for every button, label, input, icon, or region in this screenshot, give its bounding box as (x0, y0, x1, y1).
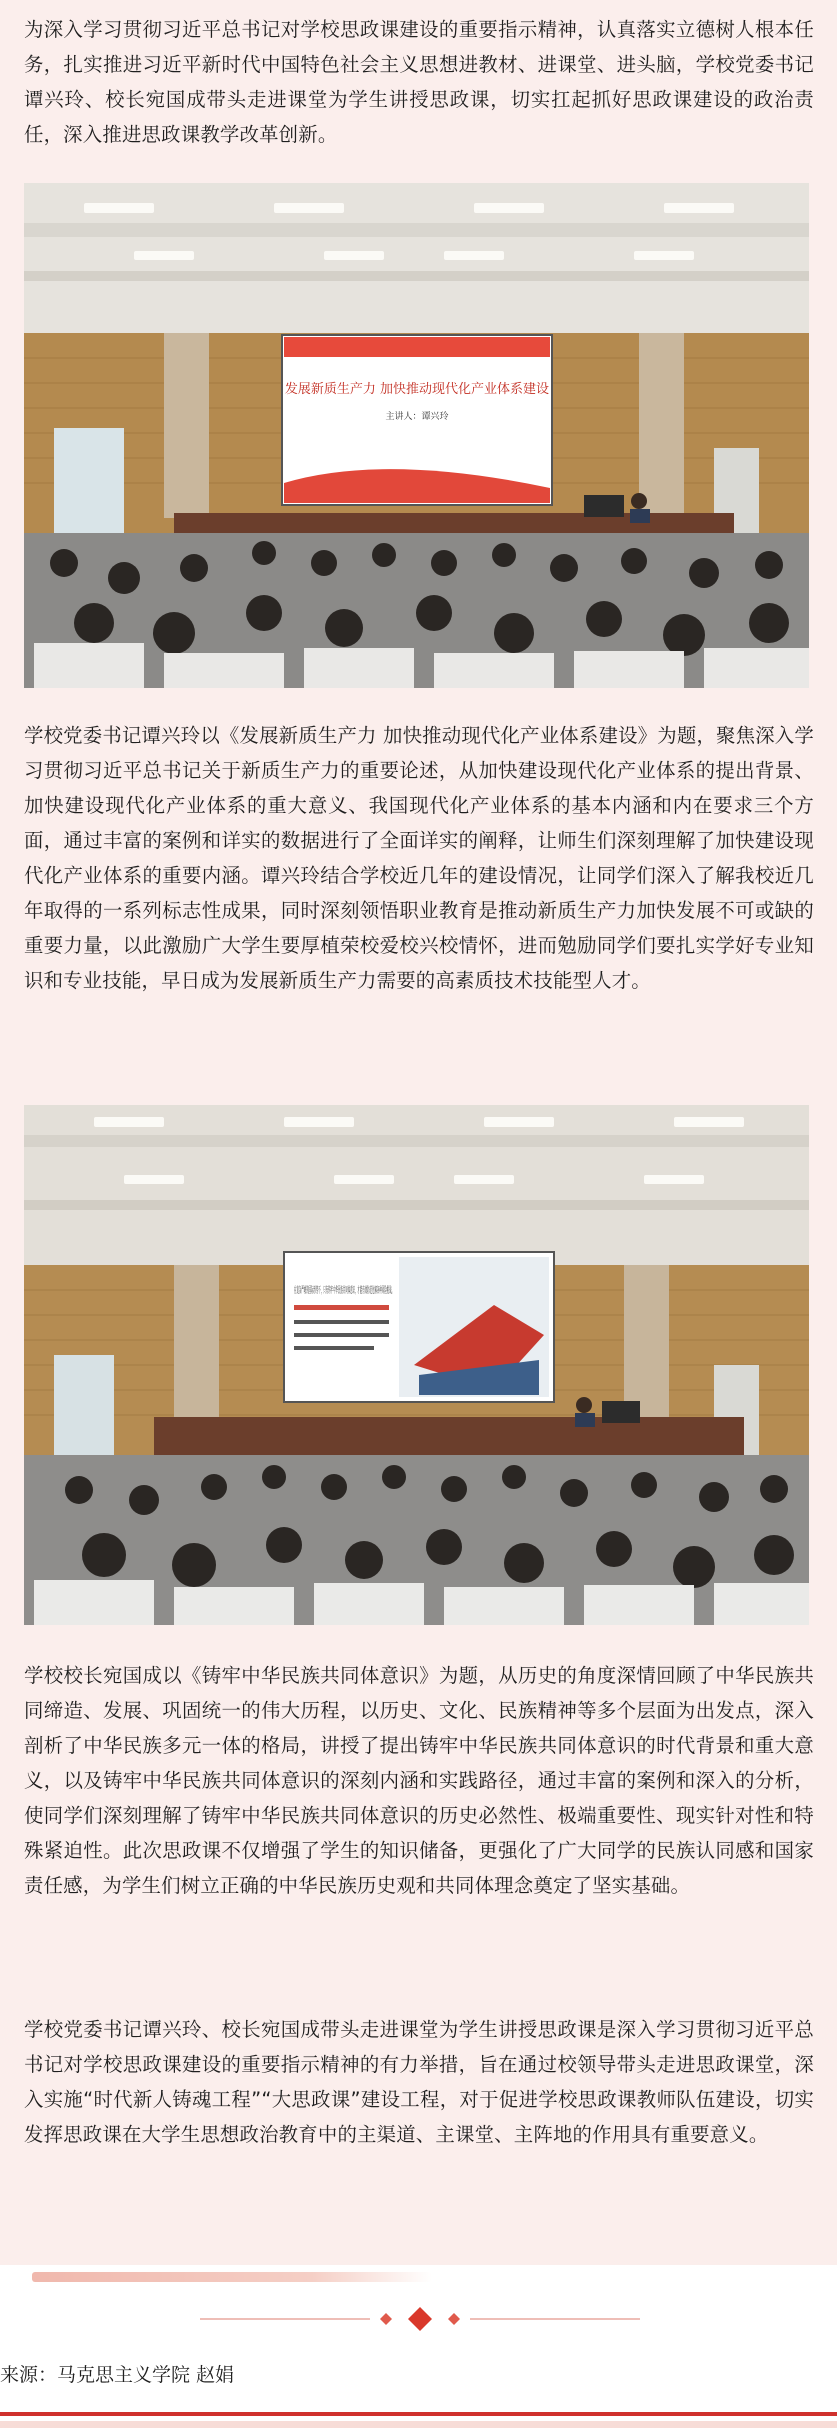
closing-paragraph: 学校党委书记谭兴玲、校长宛国成带头走进课堂为学生讲授思政课是深入学习贯彻习近平总书记对学校思政课建设的重要指示精神的有力举措，旨在通过校领导带头走进思政课堂，深入实施“时代新人铸魂工程”“大思政课”建设工程，对于促进学校思政课教师队伍建设，切实发挥思政课在大学生思想政治教育中的主渠道、主课堂、主阵地的作用具有重要意义。 (24, 2018, 814, 2146)
intro-paragraph: 为深入学习贯彻习近平总书记对学校思政课建设的重要指示精神，认真落实立德树人根本任务，扎实推进习近平新时代中国特色社会主义思想进教材、进课堂、进头脑，学校党委书记谭兴玲、校长宛国成带头走进课堂为学生讲授思政课，切实扛起抓好思政课建设的政治责任，深入推进思政课教学改革创新。 (24, 18, 814, 146)
slide-speaker: 主讲人：谭兴玲 (385, 412, 449, 422)
footer-red-rule (0, 2412, 837, 2416)
source-credit: 来源：马克思主义学院 赵娟 (0, 2364, 235, 2386)
footer-accent-bar (32, 2272, 432, 2282)
diamond-divider-icon (200, 2307, 640, 2331)
paragraph-tan-xingling-lecture: 学校党委书记谭兴玲以《发展新质生产力 加快推动现代化产业体系建设》为题，聚焦深入学习贯彻习近平总书记关于新质生产力的重要论述，从加快建设现代化产业体系的提出背景、加快建设现代化产业体系的重大意义、我国现代化产业体系的基本内涵和内在要求三个方面，通过丰富的案例和详实的数据进行了全面详实的阐释，让师生们深刻理解了加快建设现代化产业体系的重要内涵。谭兴玲结合学校近几年的建设情况，让同学们深入了解我校近几年取得的一系列标志性成果，同时深刻领悟职业教育是推动新质生产力加快发展不可或缺的重要力量，以此激励广大学生要厚植荣校爱校兴校情怀，进而勉励同学们要扎实学好专业知识和专业技能，早日成为发展新质生产力需要的高素质技术技能型人才。 (24, 724, 814, 992)
lecture-photo-2 (24, 1105, 809, 1625)
slide-left-text (294, 1284, 394, 1296)
lecture-photo-1 (24, 183, 809, 688)
paragraph-wan-guocheng-lecture: 学校校长宛国成以《铸牢中华民族共同体意识》为题，从历史的角度深情回顾了中华民族共同缔造、发展、巩固统一的伟大历程，以历史、文化、民族精神等多个层面为出发点，深入剖析了中华民族多元一体的格局，讲授了提出铸牢中华民族共同体意识的时代背景和重大意义，以及铸牢中华民族共同体意识的深刻内涵和实践路径，通过丰富的案例和深入的分析，使同学们深刻理解了铸牢中华民族共同体意识的历史必然性、极端重要性、现实针对性和特殊紧迫性。此次思政课不仅增强了学生的知识储备，更强化了广大同学的民族认同感和国家责任感，为学生们树立正确的中华民族历史观和共同体理念奠定了坚实基础。 (24, 1664, 814, 1897)
slide-title: 发展新质生产力 加快推动现代化产业体系建设 (284, 382, 550, 397)
footer-pink-rule (0, 2421, 837, 2428)
article-footer (0, 2265, 837, 2428)
